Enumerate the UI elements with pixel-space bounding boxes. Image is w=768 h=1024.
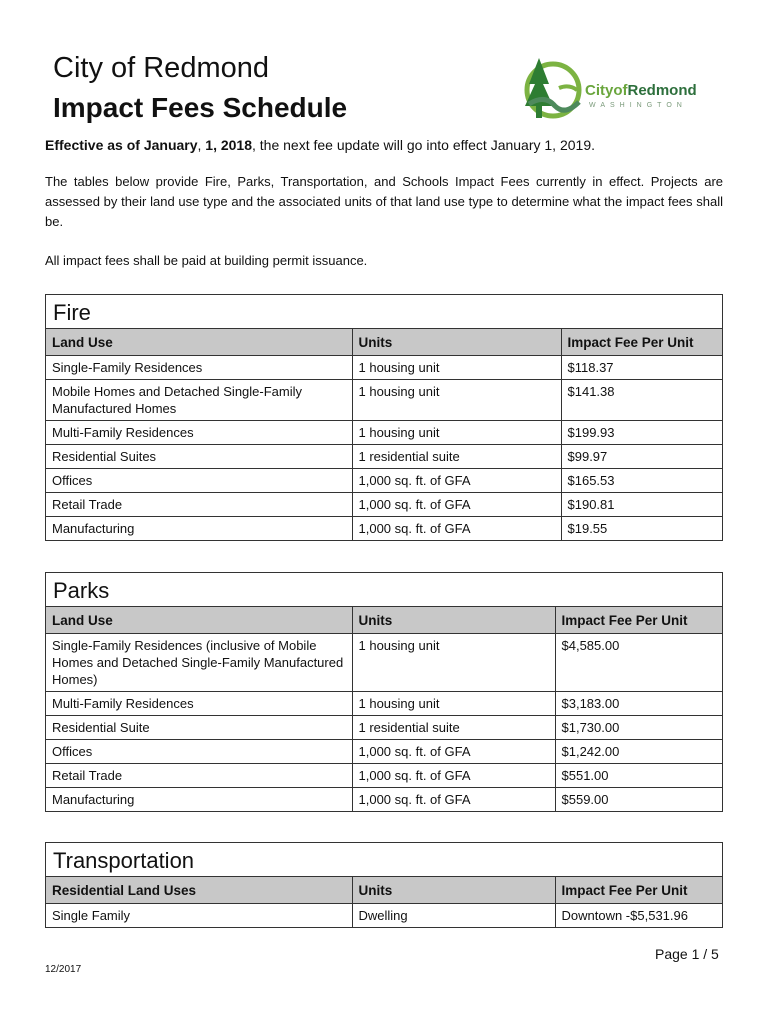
table-header-row [46,877,722,904]
table-row [46,740,722,764]
table-cell: 1 housing unit [352,380,561,421]
table-cell: $190.81 [561,493,722,517]
fire-table [46,329,722,540]
table-cell: 1 housing unit [352,634,555,692]
table-cell: Single Family [46,904,352,928]
table-row [46,517,722,541]
page-number: Page 1 / 5 [655,946,719,962]
table-cell: $99.97 [561,445,722,469]
page-title-city: City of Redmond [53,52,269,84]
table-cell: 1 residential suite [352,716,555,740]
table-cell: $165.53 [561,469,722,493]
table-cell: Residential Suites [46,445,352,469]
table-cell: Downtown -$5,531.96 [555,904,722,928]
table-row [46,380,722,421]
table-row [46,445,722,469]
table-cell: Retail Trade [46,493,352,517]
table-cell: 1,000 sq. ft. of GFA [352,764,555,788]
table-cell: Dwelling [352,904,555,928]
table-cell: Retail Trade [46,764,352,788]
table-cell: $4,585.00 [555,634,722,692]
fire-section-title: Fire [46,295,722,329]
table-row [46,493,722,517]
table-header-row [46,607,722,634]
column-header: Impact Fee Per Unit [561,329,722,356]
table-row [46,764,722,788]
column-header: Impact Fee Per Unit [555,607,722,634]
table-cell: Residential Suite [46,716,352,740]
column-header: Impact Fee Per Unit [555,877,722,904]
table-cell: Manufacturing [46,517,352,541]
transportation-table [46,877,722,927]
table-row [46,634,722,692]
column-header: Land Use [46,607,352,634]
table-cell: 1,000 sq. ft. of GFA [352,740,555,764]
table-cell: Offices [46,469,352,493]
table-cell: $559.00 [555,788,722,812]
table-cell: 1,000 sq. ft. of GFA [352,517,561,541]
table-cell: $118.37 [561,356,722,380]
parks-table [46,607,722,811]
logo-tree-icon [515,54,587,126]
table-cell: Single-Family Residences (inclusive of Mobile Homes and Detached Single-Family Manufactured Homes) [46,634,352,692]
table-cell: $1,730.00 [555,716,722,740]
logo-subtext: WASHINGTON [589,102,687,109]
fire-section [45,294,723,541]
table-cell: Single-Family Residences [46,356,352,380]
document-date: 12/2017 [45,964,82,975]
table-cell: Mobile Homes and Detached Single-Family Manufactured Homes [46,380,352,421]
effective-date-line: Effective as of January, 1, 2018, the next fee update will go into effect January 1, 2019. [45,137,595,153]
parks-section-title: Parks [46,573,722,607]
city-logo [515,54,725,126]
table-cell: Multi-Family Residences [46,692,352,716]
table-cell: Offices [46,740,352,764]
logo-wordmark: CityofRedmond [585,82,697,99]
page-title: Impact Fees Schedule [53,92,348,123]
table-cell: 1,000 sq. ft. of GFA [352,788,555,812]
table-cell: 1 housing unit [352,356,561,380]
table-cell: $19.55 [561,517,722,541]
parks-section [45,572,723,812]
table-row [46,716,722,740]
table-cell: 1 housing unit [352,421,561,445]
table-cell: 1 residential suite [352,445,561,469]
table-row [46,788,722,812]
column-header: Units [352,329,561,356]
column-header: Residential Land Uses [46,877,352,904]
table-cell: 1,000 sq. ft. of GFA [352,469,561,493]
table-row [46,421,722,445]
table-cell: 1,000 sq. ft. of GFA [352,493,561,517]
table-row [46,904,722,928]
column-header: Land Use [46,329,352,356]
table-cell: $551.00 [555,764,722,788]
column-header: Units [352,607,555,634]
table-header-row [46,329,722,356]
table-row [46,356,722,380]
transportation-section-title: Transportation [46,843,722,877]
table-cell: Multi-Family Residences [46,421,352,445]
table-cell: Manufacturing [46,788,352,812]
transportation-section [45,842,723,928]
table-cell: $141.38 [561,380,722,421]
table-cell: $3,183.00 [555,692,722,716]
payment-note: All impact fees shall be paid at building permit issuance. [45,253,368,268]
table-cell: $1,242.00 [555,740,722,764]
column-header: Units [352,877,555,904]
table-row [46,469,722,493]
table-cell: 1 housing unit [352,692,555,716]
table-cell: $199.93 [561,421,722,445]
intro-paragraph: The tables below provide Fire, Parks, Transportation, and Schools Impact Fees currently in effect. Projects are assessed by their land use type and the associated units of that land use type to determine what the impact fees shall be. [45,174,723,229]
table-row [46,692,722,716]
